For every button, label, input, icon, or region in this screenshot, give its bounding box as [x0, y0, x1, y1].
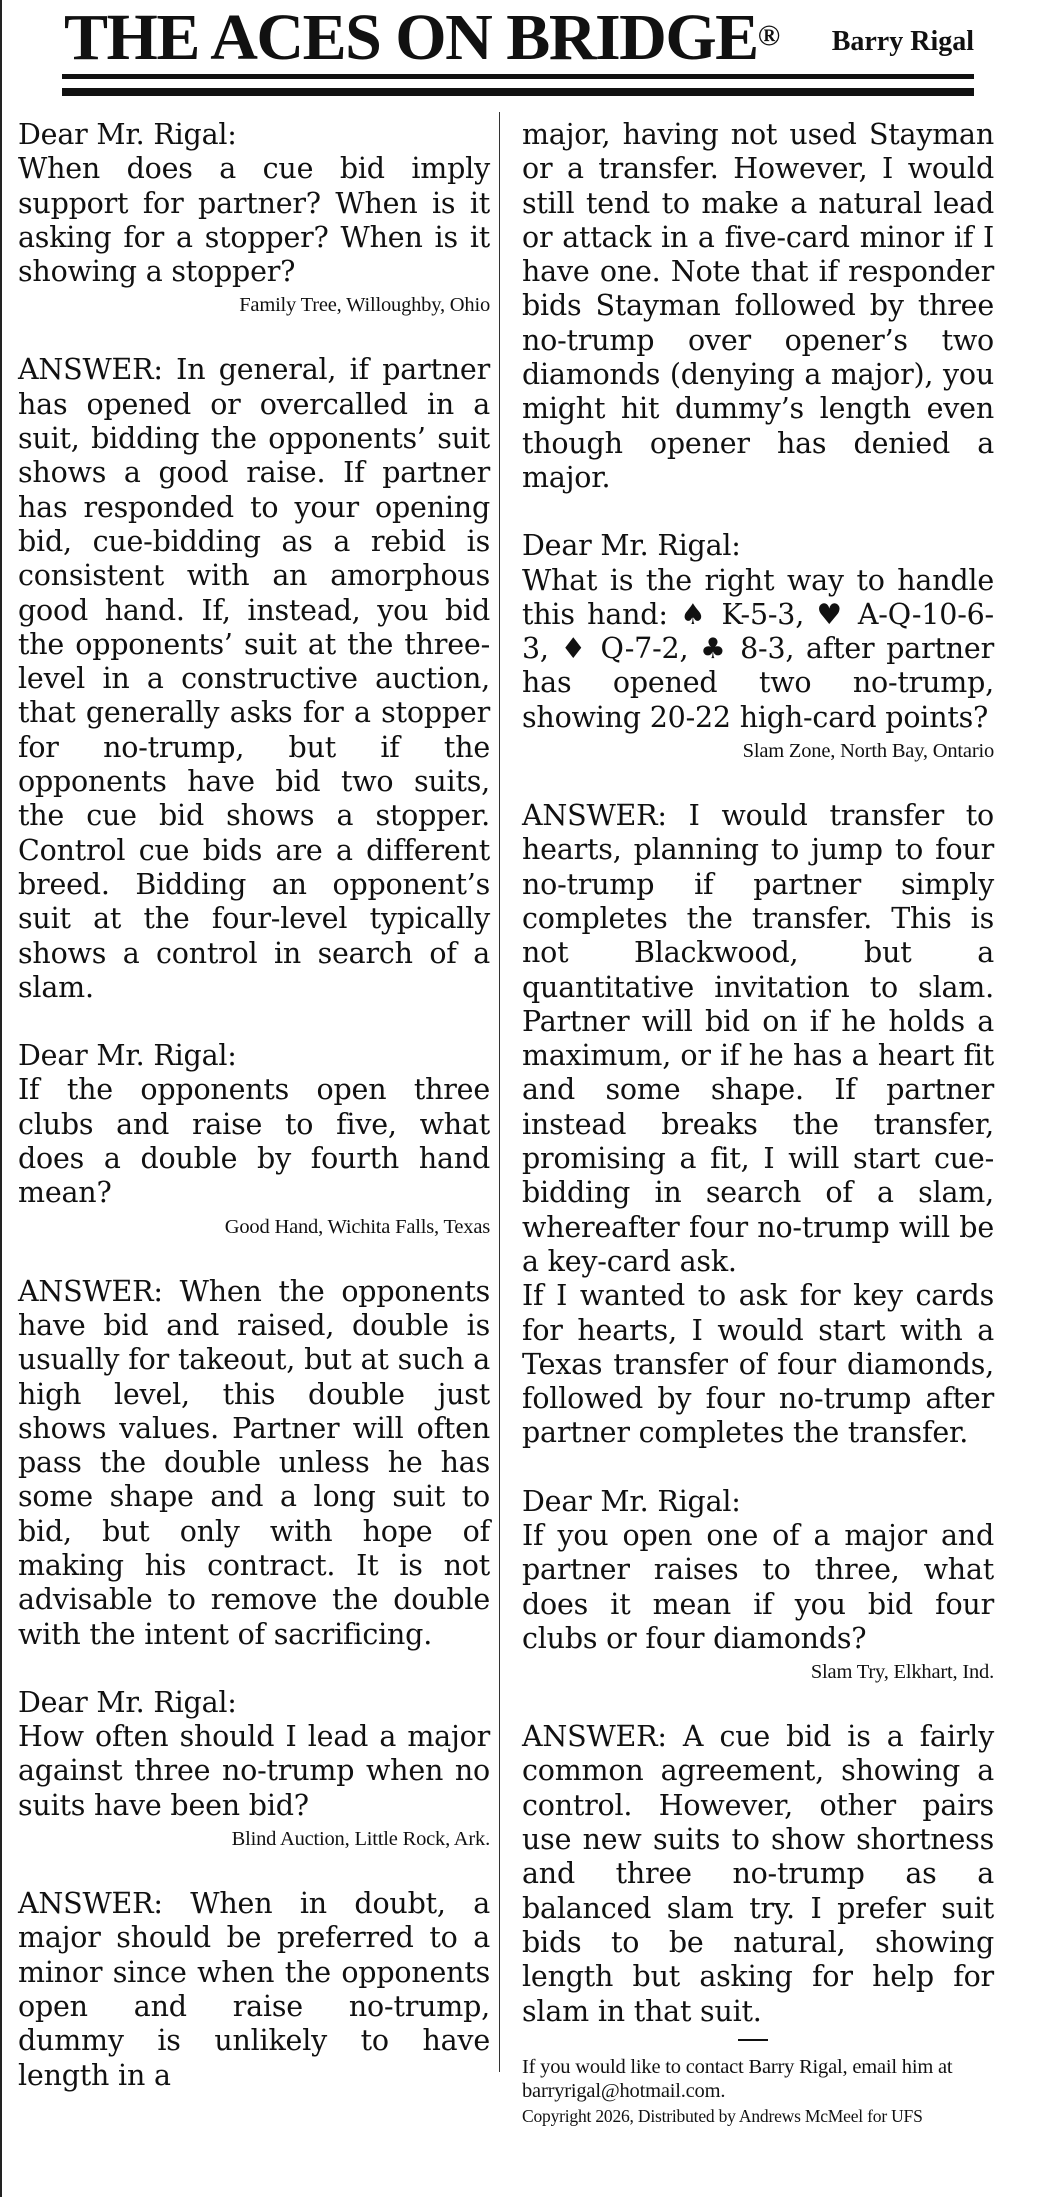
letter-salutation: Dear Mr. Rigal: [522, 1484, 741, 1518]
end-mark-rule [738, 2039, 768, 2041]
letter-question: What is the right way to handle this hand: ♠ K-5-3, ♥ A-Q-10-6-3, ♦ Q-7-2, ♣ 8-3, after partner has opened two no-trump, showing 20-22 high-card points? [522, 563, 994, 734]
letter-signature: Slam Zone, North Bay, Ontario [742, 740, 994, 763]
letter-salutation: Dear Mr. Rigal: [522, 529, 741, 563]
letter-question: How often should I lead a major against three no-trump when no suits have been bid? [18, 1720, 490, 1822]
letter-salutation: Dear Mr. Rigal: [18, 1039, 237, 1073]
answer-text-continued: major, having not used Stayman or a transfer. However, I would still tend to make a natural lead or attack in a five-card minor if I have one. Note that if responder bids Stayman followed by three no-trump over opener’s two diamonds (denying a major), you might hit dummy’s length even though opener has denied a major. [522, 118, 994, 494]
spacer [18, 1853, 490, 1887]
answer-text: ANSWER: A cue bid is a fairly common agreement, showing a control. However, other pairs use new suits to show shortness and three no-trump as a balanced slam try. I prefer suit bids to be natural, showing length but asking for help for slam in that suit. [522, 1720, 994, 2028]
letter-question: When does a cue bid imply support for partner? When is it asking for a stopper? When is it showing a stopper? [18, 152, 490, 289]
spacer [522, 1686, 994, 1720]
masthead-rule-thin [62, 74, 974, 79]
column-title-text: THE ACES ON BRIDGE [64, 1, 758, 74]
answer-text: ANSWER: When the opponents have bid and raised, double is usually for takeout, but at such a high level, this double just shows values. Partner will often pass the double unless he has some shape and a long suit to bid, but only with hope of making his contract. It is not advisable to remove the double with the intent of sacrificing. [18, 1274, 490, 1651]
letter-signature: Good Hand, Wichita Falls, Texas [224, 1215, 490, 1238]
letter-question: If the opponents open three clubs and raise to five, what does a double by fourth hand mean? [18, 1073, 490, 1210]
letter-signature: Family Tree, Willoughby, Ohio [239, 294, 490, 317]
letter-salutation: Dear Mr. Rigal: [18, 118, 237, 151]
letter-salutation: Dear Mr. Rigal: [18, 1685, 237, 1719]
masthead [64, 0, 974, 72]
answer-text: ANSWER: In general, if partner has opened or overcalled in a suit, bidding the opponents’ suit shows a good raise. If partner has responded to your opening bid, cue-bidding as a rebid is consistent with an amorphous good hand. If, instead, you bid the opponents’ suit at the three-level in a constructive auction, that generally asks for a stopper for no-trump, but if the opponents have bid two suits, the cue bid shows a stopper. Control cue bids are a different breed. Bidding an opponent’s suit at the four-level typically shows a control in search of a slam. [18, 353, 490, 1004]
spacer [18, 1005, 490, 1039]
byline-author: Barry Rigal [831, 26, 974, 57]
letter-signature: Slam Try, Elkhart, Ind. [810, 1661, 994, 1684]
letter-signature: Blind Auction, Little Rock, Ark. [231, 1828, 490, 1851]
column-divider [499, 112, 500, 2072]
answer-text: If I wanted to ask for key cards for hearts, I would start with a Texas transfer of four diamonds, followed by four no-trump after partner completes the transfer. [522, 1279, 994, 1450]
answer-text: ANSWER: When in doubt, a major should be preferred to a minor since when the opponents open and raise no-trump, dummy is unlikely to have length in a [18, 1887, 490, 2092]
contact-note: If you would like to contact Barry Rigal, email him at barryrigal@hotmail.com. [522, 2055, 953, 2102]
masthead-rule-thick [62, 88, 974, 96]
copyright-note: Copyright 2026, Distributed by Andrews McMeel for UFS [522, 2105, 923, 2126]
spacer [522, 1451, 994, 1485]
right-column [522, 118, 994, 2127]
registered-mark: ® [757, 19, 779, 52]
spacer [18, 1652, 490, 1686]
spacer [522, 765, 994, 799]
left-column [18, 118, 490, 2093]
spacer [522, 495, 994, 529]
letter-question: If you open one of a major and partner raises to three, what does it mean if you bid four clubs or four diamonds? [522, 1518, 994, 1655]
spacer [18, 319, 490, 353]
answer-text: ANSWER: I would transfer to hearts, planning to jump to four no-trump if partner simply completes the transfer. This is not Blackwood, but a quantitative invitation to slam. Partner will bid on if he holds a maximum, or if he has a heart fit and some shape. If partner instead breaks the transfer, promising a fit, I will start cue-bidding in search of a slam, whereafter four no-trump will be a key-card ask. [522, 799, 994, 1278]
column-title [64, 2, 779, 74]
spacer [18, 1241, 490, 1275]
